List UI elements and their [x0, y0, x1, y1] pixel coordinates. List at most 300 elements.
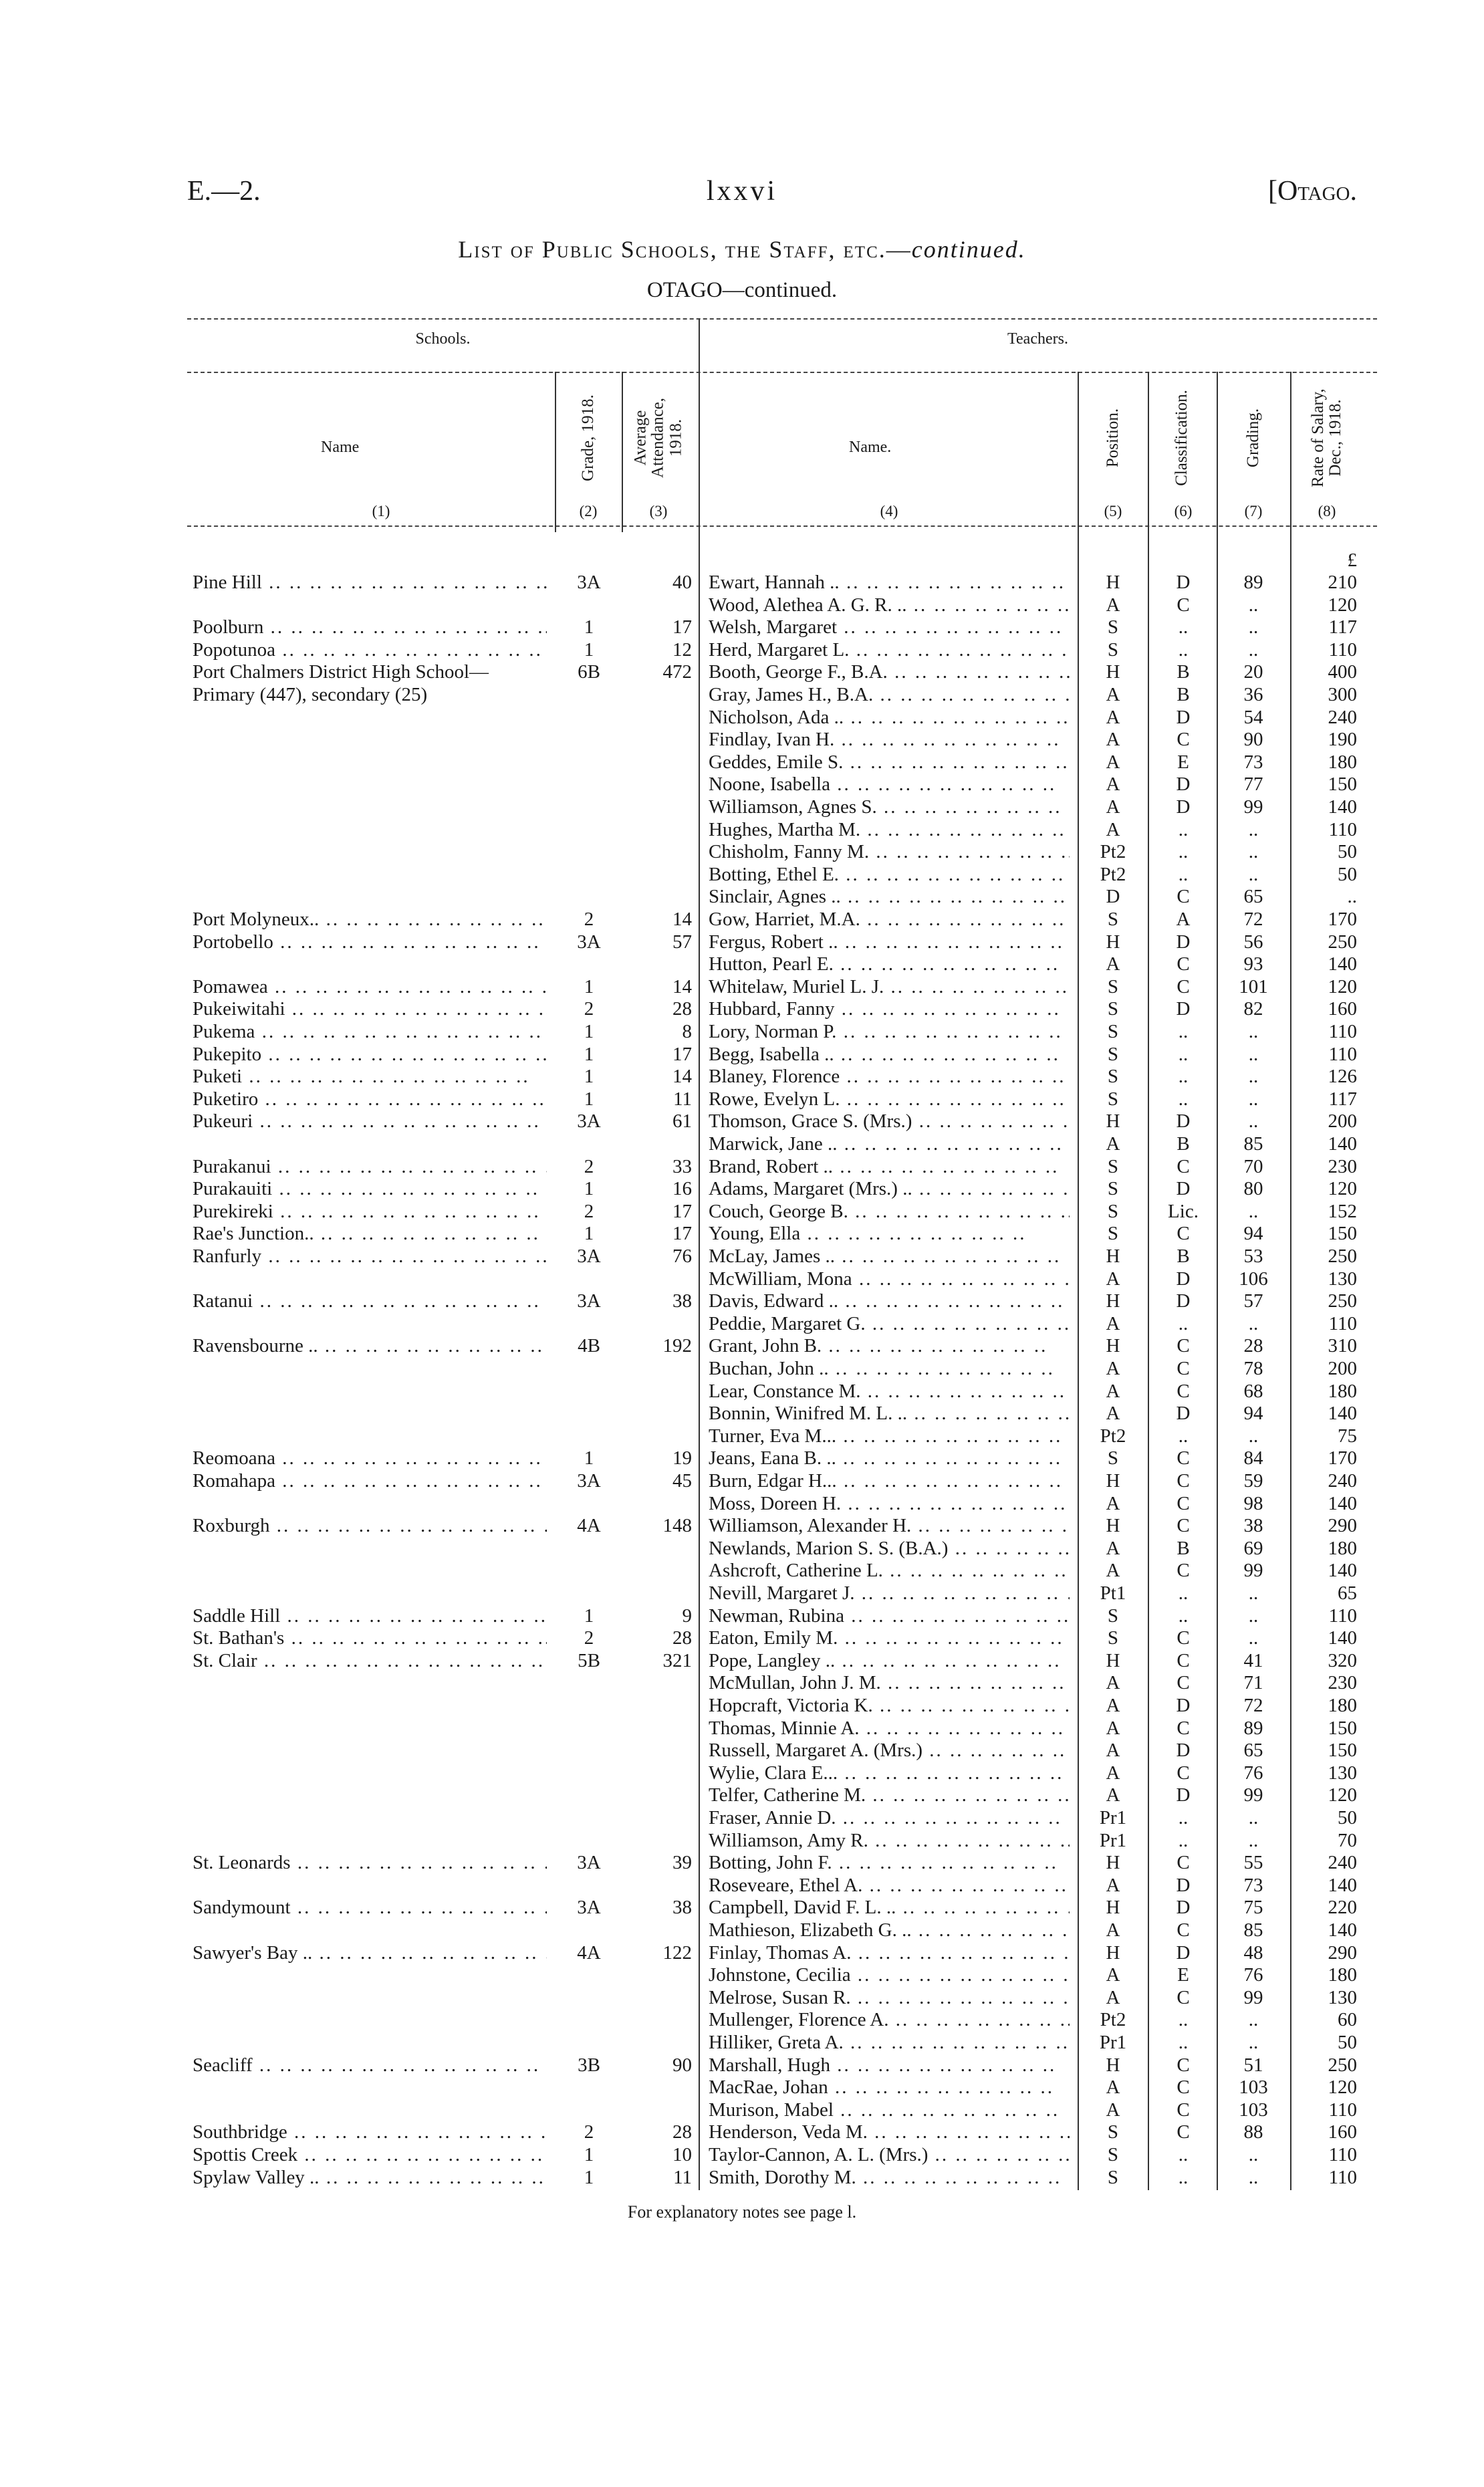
grading-cell: ..	[1248, 1829, 1259, 1851]
classification-cell: C	[1177, 1335, 1190, 1357]
salary-cell: 150	[1328, 1223, 1357, 1245]
teacher-name: MacRae, Johan .. .	[709, 2077, 1070, 2099]
page-code: E.—2.	[187, 176, 261, 207]
position-cell: A	[1106, 1762, 1120, 1784]
salary-cell: 250	[1328, 931, 1357, 953]
classification-cell: ..	[1178, 1088, 1189, 1110]
teacher-name: Thomson, Grace S. (Mrs.) .. .	[709, 1110, 1070, 1133]
classification-cell: A	[1176, 909, 1191, 930]
table-row	[0, 1538, 1484, 1560]
grade-cell: 1	[584, 616, 594, 638]
classification-cell: ..	[1178, 1043, 1189, 1065]
salary-cell: 110	[1328, 2166, 1357, 2188]
classification-cell: C	[1177, 1627, 1190, 1649]
salary-cell: 320	[1328, 1649, 1357, 1671]
table-row	[0, 1605, 1484, 1627]
position-cell: S	[1107, 1066, 1119, 1088]
table-row	[0, 1246, 1484, 1268]
school-name: Pukema .. .	[193, 1021, 547, 1043]
table-row	[0, 1897, 1484, 1919]
classification-cell: D	[1176, 572, 1191, 593]
position-cell: A	[1106, 953, 1120, 975]
position-cell: Pt2	[1100, 1425, 1126, 1447]
position-cell: H	[1106, 1246, 1120, 1267]
classification-cell: ..	[1178, 1021, 1189, 1042]
teacher-name: Ewart, Hannah .. .. .	[709, 572, 1070, 594]
teacher-name: Hubbard, Fanny .. .	[709, 998, 1070, 1020]
school-name: Roxburgh .. .	[193, 1515, 547, 1537]
column-number: (1)	[372, 503, 390, 519]
classification-cell: D	[1176, 1268, 1191, 1290]
position-cell: H	[1106, 1470, 1120, 1492]
classification-header: Classification.	[1172, 390, 1191, 486]
position-cell: A	[1106, 1784, 1120, 1806]
classification-cell: C	[1177, 1155, 1190, 1177]
position-cell: A	[1106, 1133, 1120, 1155]
grading-cell: 99	[1243, 1986, 1263, 2008]
salary-cell: 230	[1328, 1672, 1357, 1694]
salary-cell: 60	[1338, 2009, 1357, 2031]
salary-cell: 152	[1328, 1200, 1357, 1222]
position-cell: A	[1106, 1986, 1120, 2008]
teacher-name: Burn, Edgar H... .. .	[709, 1470, 1070, 1492]
teacher-name: McLay, James .. .. .	[709, 1246, 1070, 1268]
grading-cell: 84	[1243, 1447, 1263, 1469]
classification-cell: C	[1177, 1672, 1190, 1694]
school-name: Spylaw Valley .. .. .	[193, 2167, 547, 2189]
salary-cell: 290	[1328, 1515, 1357, 1537]
classification-cell: D	[1176, 1695, 1191, 1716]
position-cell: S	[1107, 998, 1119, 1020]
salary-cell: 170	[1328, 1447, 1357, 1469]
grading-cell: 48	[1243, 1941, 1263, 1964]
teacher-name: Blaney, Florence .. .	[709, 1066, 1070, 1088]
grade-cell: 6B	[578, 661, 600, 683]
column-number: (6)	[1174, 503, 1193, 519]
grading-cell: ..	[1248, 594, 1259, 616]
salary-cell: 240	[1328, 1852, 1357, 1874]
grading-cell: 90	[1243, 729, 1263, 751]
attendance-cell: 10	[672, 2144, 692, 2165]
table-row	[0, 1560, 1484, 1582]
table-row	[0, 1807, 1484, 1829]
salary-cell: 200	[1328, 1110, 1357, 1133]
school-name: Pukeuri .. .	[193, 1110, 547, 1133]
classification-cell: D	[1176, 1403, 1191, 1425]
grading-cell: 57	[1243, 1290, 1263, 1312]
grading-cell: ..	[1248, 1425, 1259, 1447]
position-cell: Pt2	[1100, 841, 1126, 863]
salary-cell: 230	[1328, 1155, 1357, 1177]
classification-cell: ..	[1178, 1425, 1189, 1447]
grading-cell: 73	[1243, 1874, 1263, 1896]
salary-cell: 120	[1328, 2077, 1357, 2099]
classification-cell: C	[1177, 594, 1190, 616]
classification-cell: C	[1177, 1762, 1190, 1784]
salary-cell: 120	[1328, 594, 1357, 616]
attendance-cell: 17	[672, 1043, 692, 1065]
grading-cell: ..	[1248, 1088, 1259, 1110]
position-cell: H	[1106, 572, 1120, 593]
grading-cell: ..	[1248, 1605, 1259, 1627]
grading-cell: 71	[1243, 1672, 1263, 1694]
table-row	[0, 1987, 1484, 2009]
column-number: (3)	[649, 503, 668, 519]
table-row	[0, 1021, 1484, 1043]
position-cell: S	[1107, 1155, 1119, 1177]
classification-cell: C	[1177, 1649, 1190, 1671]
grading-cell: 55	[1243, 1852, 1263, 1874]
grading-cell: 20	[1243, 661, 1263, 683]
salary-cell: 130	[1328, 1986, 1357, 2008]
grade-cell: 4A	[577, 1515, 601, 1537]
table-row	[0, 2099, 1484, 2121]
grading-cell: ..	[1248, 616, 1259, 638]
table-row	[0, 1718, 1484, 1740]
classification-cell: C	[1177, 886, 1190, 908]
grading-cell: ..	[1248, 2009, 1259, 2031]
attendance-cell: 14	[672, 1066, 692, 1088]
classification-cell: C	[1177, 975, 1190, 997]
teacher-name: Herd, Margaret L. .. .	[709, 639, 1070, 661]
school-name-header: Name	[321, 439, 360, 456]
position-cell: H	[1106, 931, 1120, 953]
attendance-cell: 321	[662, 1649, 692, 1671]
classification-cell: ..	[1178, 638, 1189, 661]
teacher-name: Begg, Isabella .. .. .	[709, 1044, 1070, 1066]
teacher-name: Findlay, Ivan H. .. .	[709, 729, 1070, 751]
salary-cell: 110	[1328, 818, 1357, 840]
grading-cell: 77	[1243, 774, 1263, 796]
grading-cell: 78	[1243, 1358, 1263, 1379]
salary-cell: 250	[1328, 1290, 1357, 1312]
position-cell: H	[1106, 1941, 1120, 1964]
salary-cell: 140	[1328, 953, 1357, 975]
school-name: Purakanui .. .	[193, 1156, 547, 1178]
position-cell: H	[1106, 1649, 1120, 1671]
classification-cell: D	[1176, 774, 1191, 796]
teacher-name: Pope, Langley .. .. .	[709, 1650, 1070, 1672]
table-row	[0, 1627, 1484, 1649]
salary-cell: 250	[1328, 1246, 1357, 1267]
teacher-name: Mullenger, Florence A. .. .	[709, 2009, 1070, 2031]
position-cell: H	[1106, 2054, 1120, 2076]
classification-cell: C	[1177, 1717, 1190, 1739]
grading-cell: 99	[1243, 1784, 1263, 1806]
attendance-header: Average Attendance, 1918.	[631, 397, 685, 479]
position-cell: Pr1	[1099, 2032, 1127, 2053]
attendance-cell: 39	[672, 1852, 692, 1874]
grading-cell: 80	[1243, 1178, 1263, 1200]
table-row	[0, 1964, 1484, 1986]
teacher-name: Moss, Doreen H. .. .	[709, 1493, 1070, 1515]
table-row	[0, 2032, 1484, 2054]
grade-header: Grade, 1918.	[578, 394, 597, 481]
teacher-name: Ashcroft, Catherine L. .. .	[709, 1560, 1070, 1582]
position-cell: S	[1107, 1627, 1119, 1649]
teacher-name: Campbell, David F. L. .. .. .	[709, 1897, 1070, 1919]
position-cell: H	[1106, 1290, 1120, 1312]
table-row	[0, 1470, 1484, 1492]
table-row	[0, 1852, 1484, 1874]
salary-cell: 75	[1338, 1425, 1357, 1447]
grading-cell: 99	[1243, 796, 1263, 818]
grading-cell: 101	[1239, 975, 1268, 997]
classification-cell: ..	[1178, 2166, 1189, 2188]
salary-cell: 117	[1328, 1088, 1357, 1110]
grade-cell: 1	[584, 1043, 594, 1065]
table-row	[0, 909, 1484, 931]
school-name: Rae's Junction.. .. .	[193, 1223, 547, 1245]
classification-cell: C	[1177, 1986, 1190, 2008]
grade-cell: 3A	[577, 1852, 601, 1874]
grade-cell: 2	[584, 909, 594, 930]
classification-cell: C	[1177, 953, 1190, 975]
grading-cell: 75	[1243, 1897, 1263, 1919]
table-row	[0, 1110, 1484, 1133]
school-name: Seacliff .. .	[193, 2054, 547, 2077]
school-name: Ranfurly .. .	[193, 1246, 547, 1268]
teacher-name: Roseveare, Ethel A. .. .	[709, 1875, 1070, 1897]
position-cell: A	[1106, 1919, 1120, 1941]
classification-cell: D	[1176, 998, 1191, 1020]
teacher-name: Botting, John F. .. .	[709, 1852, 1070, 1874]
grade-cell: 1	[584, 1021, 594, 1042]
grade-cell: 1	[584, 1178, 594, 1200]
grading-cell: 88	[1243, 2121, 1263, 2143]
table-row	[0, 1044, 1484, 1066]
grading-cell: ..	[1248, 1110, 1259, 1133]
grading-cell: ..	[1248, 638, 1259, 661]
classification-cell: D	[1176, 1897, 1191, 1919]
classification-cell: B	[1177, 1133, 1190, 1155]
classification-cell: C	[1177, 1358, 1190, 1379]
table-row	[0, 594, 1484, 616]
table-row	[0, 819, 1484, 841]
grade-cell: 1	[584, 2166, 594, 2188]
salary-cell: 210	[1328, 572, 1357, 593]
salary-cell: 120	[1328, 1178, 1357, 1200]
school-name: St. Leonards .. .	[193, 1852, 547, 1874]
grading-cell: ..	[1248, 1627, 1259, 1649]
salary-cell: 117	[1328, 616, 1357, 638]
table-row	[0, 1156, 1484, 1178]
attendance-cell: 11	[673, 1088, 692, 1110]
grade-cell: 3A	[577, 1290, 601, 1312]
grade-cell: 1	[584, 1066, 594, 1088]
classification-cell: C	[1177, 1919, 1190, 1941]
attendance-cell: 40	[672, 572, 692, 593]
attendance-cell: 17	[672, 1200, 692, 1222]
position-cell: A	[1106, 774, 1120, 796]
table-row	[0, 1740, 1484, 1762]
position-cell: A	[1106, 684, 1120, 705]
table-row	[0, 1650, 1484, 1672]
grade-cell: 3A	[577, 931, 601, 953]
salary-cell: 110	[1328, 2144, 1357, 2165]
table-row	[0, 2077, 1484, 2099]
teacher-name: Fergus, Robert .. .. .	[709, 931, 1070, 953]
grading-cell: 72	[1243, 1695, 1263, 1716]
attendance-cell: 122	[662, 1941, 692, 1964]
salary-cell: 150	[1328, 774, 1357, 796]
column-number: (4)	[880, 503, 898, 519]
salary-cell: 250	[1328, 2054, 1357, 2076]
attendance-cell: 57	[672, 931, 692, 953]
position-cell: S	[1107, 616, 1119, 638]
teacher-name: Turner, Eva M... .. .	[709, 1425, 1070, 1447]
classification-cell: D	[1176, 796, 1191, 818]
attendance-cell: 38	[672, 1290, 692, 1312]
salary-cell: 110	[1328, 2099, 1357, 2121]
table-row	[0, 774, 1484, 796]
salary-cell: 140	[1328, 796, 1357, 818]
grading-cell: ..	[1248, 1066, 1259, 1088]
grade-cell: 4B	[578, 1335, 600, 1357]
grade-cell: 5B	[578, 1649, 600, 1671]
school-name: Reomoana .. .	[193, 1447, 547, 1469]
salary-cell: 180	[1328, 1380, 1357, 1402]
table-row	[0, 2009, 1484, 2031]
position-cell: S	[1107, 1178, 1119, 1200]
classification-cell: Lic.	[1168, 1200, 1199, 1222]
salary-cell: 180	[1328, 1695, 1357, 1716]
school-name: Spottis Creek .. .	[193, 2144, 547, 2166]
classification-cell: D	[1176, 1290, 1191, 1312]
attendance-cell: 192	[662, 1335, 692, 1357]
grade-cell: 1	[584, 2144, 594, 2165]
teacher-name: Young, Ella .. .	[709, 1223, 1070, 1245]
salary-cell: 220	[1328, 1897, 1357, 1919]
salary-cell: 130	[1328, 1268, 1357, 1290]
classification-cell: C	[1177, 1223, 1190, 1245]
school-name: Sandymount .. .	[193, 1897, 547, 1919]
teacher-name-header: Name.	[849, 439, 892, 456]
position-cell: A	[1106, 796, 1120, 818]
classification-cell: C	[1177, 1852, 1190, 1874]
position-cell: S	[1107, 2166, 1119, 2188]
grade-cell: 1	[584, 638, 594, 661]
salary-cell: 160	[1328, 2121, 1357, 2143]
salary-cell: 170	[1328, 909, 1357, 930]
table-row	[0, 2121, 1484, 2143]
position-cell: A	[1106, 1740, 1120, 1762]
table-row	[0, 841, 1484, 863]
teacher-name: Grant, John B. .. .	[709, 1335, 1070, 1357]
table-row	[0, 572, 1484, 594]
attendance-cell: 90	[672, 2054, 692, 2076]
school-name: Ravensbourne .. .. .	[193, 1335, 547, 1357]
attendance-cell: 28	[672, 2121, 692, 2143]
position-cell: A	[1106, 1672, 1120, 1694]
teacher-name: Fraser, Annie D. .. .	[709, 1807, 1070, 1829]
grade-cell: 3A	[577, 1470, 601, 1492]
grading-cell: 51	[1243, 2054, 1263, 2076]
school-name: Port Chalmers District High School—	[193, 661, 489, 683]
salary-cell: 130	[1328, 1762, 1357, 1784]
salary-cell: 140	[1328, 1919, 1357, 1941]
position-cell: A	[1106, 1560, 1120, 1582]
table-row	[0, 976, 1484, 998]
table-row	[0, 953, 1484, 975]
teacher-name: Noone, Isabella .. .	[709, 774, 1070, 796]
school-name: Saddle Hill .. .	[193, 1605, 547, 1627]
table-row	[0, 1223, 1484, 1245]
footnote: For explanatory notes see page l.	[627, 2202, 857, 2222]
position-cell: H	[1106, 1515, 1120, 1537]
table-row	[0, 886, 1484, 908]
title-suffix: continued.	[911, 236, 1026, 263]
teacher-name: Telfer, Catherine M. .. .	[709, 1784, 1070, 1806]
salary-cell: 140	[1328, 1133, 1357, 1155]
salary-cell: 140	[1328, 1403, 1357, 1425]
teacher-name: Nevill, Margaret J. .. .	[709, 1582, 1070, 1605]
teacher-name: Williamson, Agnes S. .. .	[709, 796, 1070, 818]
classification-cell: C	[1177, 1515, 1190, 1537]
grade-cell: 1	[584, 975, 594, 997]
table-row	[0, 1313, 1484, 1335]
classification-cell: ..	[1178, 818, 1189, 840]
position-cell: A	[1106, 1964, 1120, 1986]
classification-cell: C	[1177, 1492, 1190, 1514]
classification-cell: C	[1177, 2121, 1190, 2143]
table-row	[0, 1919, 1484, 1941]
teacher-name: Finlay, Thomas A. .. .	[709, 1942, 1070, 1964]
salary-cell: 180	[1328, 1964, 1357, 1986]
classification-cell: ..	[1178, 2009, 1189, 2031]
position-cell: A	[1106, 1380, 1120, 1402]
table-row	[0, 796, 1484, 818]
grade-cell: 1	[584, 1605, 594, 1627]
classification-cell: C	[1177, 1447, 1190, 1469]
classification-cell: C	[1177, 1470, 1190, 1492]
school-name: Puketiro .. .	[193, 1088, 547, 1110]
salary-cell: 140	[1328, 1492, 1357, 1514]
table-row	[0, 1381, 1484, 1403]
classification-cell: C	[1177, 2077, 1190, 2099]
position-cell: Pr1	[1099, 1807, 1127, 1828]
grading-cell: 36	[1243, 684, 1263, 705]
teacher-name: Hutton, Pearl E. .. .	[709, 953, 1070, 975]
salary-cell: 50	[1338, 2032, 1357, 2053]
school-name: Ratanui .. .	[193, 1290, 547, 1312]
grading-cell: 99	[1243, 1560, 1263, 1582]
position-cell: S	[1107, 975, 1119, 997]
grading-cell: ..	[1248, 2144, 1259, 2165]
grading-cell: ..	[1248, 2166, 1259, 2188]
teacher-name: Thomas, Minnie A. .. .	[709, 1718, 1070, 1740]
attendance-cell: 11	[673, 2166, 692, 2188]
teacher-name: Newman, Rubina .. .	[709, 1605, 1070, 1627]
position-cell: H	[1106, 661, 1120, 683]
classification-cell: ..	[1178, 841, 1189, 863]
grading-cell: 89	[1243, 572, 1263, 593]
teacher-name: Melrose, Susan R. .. .	[709, 1987, 1070, 2009]
teacher-name: Taylor-Cannon, A. L. (Mrs.) .. .	[709, 2144, 1070, 2166]
school-name: Pukeiwitahi .. .	[193, 998, 547, 1020]
classification-cell: C	[1177, 2099, 1190, 2121]
attendance-cell: 148	[662, 1515, 692, 1537]
salary-cell: 240	[1328, 1470, 1357, 1492]
grading-cell: 56	[1243, 931, 1263, 953]
table-row	[0, 1447, 1484, 1469]
position-cell: A	[1106, 1312, 1120, 1334]
grading-cell: 41	[1243, 1649, 1263, 1671]
salary-cell: 140	[1328, 1560, 1357, 1582]
attendance-cell: 28	[672, 1627, 692, 1649]
schools-group-header: Schools.	[415, 330, 471, 348]
table-row	[0, 684, 1484, 706]
